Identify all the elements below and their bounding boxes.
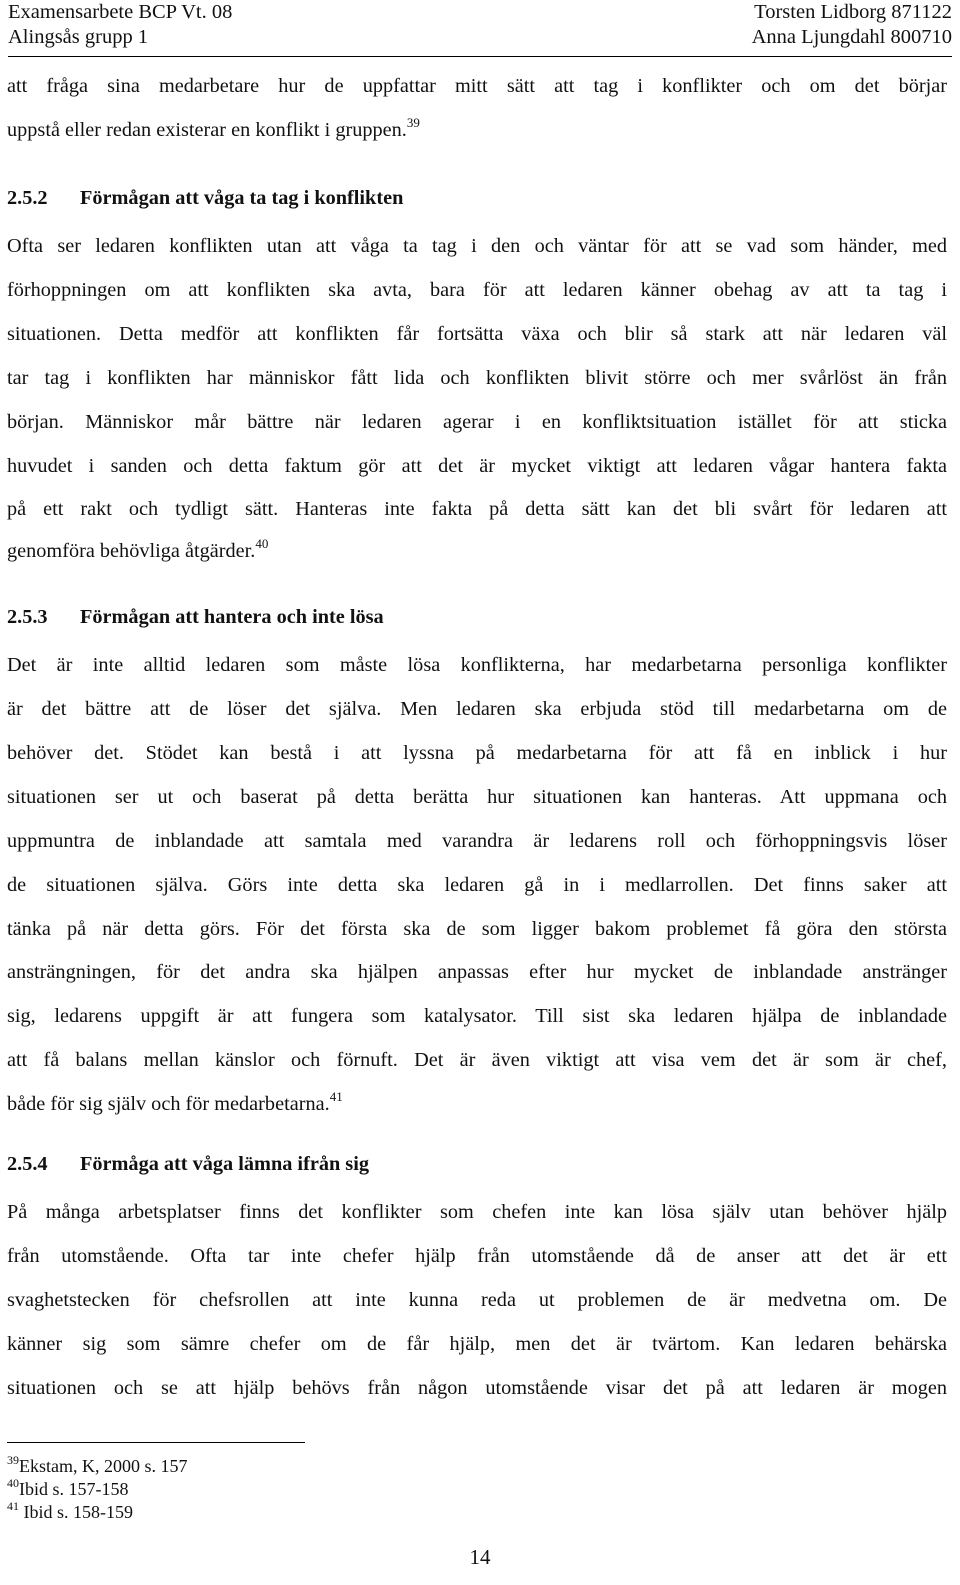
footnote-ref: 40 — [255, 536, 269, 551]
header-author-2: Anna Ljungdahl 800710 — [751, 26, 952, 48]
footnote: $^{40}$Ibid s. 157-158 — [7, 1476, 129, 1499]
body-line: På många arbetsplatser finns det konflikter som chefen inte kan lösa själv utan behöver hjälp — [7, 1201, 947, 1223]
footnote: $^{39}$Ekstam, K, 2000 s. 157 — [7, 1453, 188, 1476]
header-title: Examensarbete BCP Vt. 08 — [8, 1, 233, 23]
body-line: Det är inte alltid ledaren som måste lösa konflikterna, har medarbetarna personliga konflikter — [7, 654, 947, 676]
body-line: svaghetstecken för chefsrollen att inte kunna reda ut problemen de är medvetna om. De — [7, 1289, 947, 1311]
footnote-ref: 39 — [406, 115, 420, 130]
body-line: de situationen själva. Görs inte detta ska ledaren gå in i medlarrollen. Det finns saker att — [7, 874, 947, 896]
header-group: Alingsås grupp 1 — [8, 26, 149, 48]
body-line: att fråga sina medarbetare hur de uppfattar mitt sätt att tag i konflikter och om det börjar — [7, 75, 947, 97]
body-line: uppmuntra de inblandade att samtala med varandra är ledarens roll och förhoppningsvis löser — [7, 830, 947, 852]
page-header-right — [752, 0, 952, 50]
body-line: sig, ledarens uppgift är att fungera som katalysator. Till sist ska ledaren hjälpa de inblandade — [7, 1005, 947, 1027]
body-line: situationen ser ut och baserat på detta berätta hur situationen kan hanteras. Att uppmana och — [7, 786, 947, 808]
body-line: Ofta ser ledaren konflikten utan att våga ta tag i den och väntar för att se vad som händer, med — [7, 235, 947, 257]
body-line: huvudet i sanden och detta faktum gör att det är mycket viktigt att ledaren vågar hantera fakta — [7, 455, 947, 477]
body-line: känner sig som sämre chefer om de får hjälp, men det är tvärtom. Kan ledaren behärska — [7, 1333, 947, 1355]
body-line: genomföra behövliga åtgärder.$^{40}$ — [7, 536, 269, 562]
body-line: tar tag i konflikten har människor fått lida och konflikten blivit större och mer svårlöst än från — [7, 367, 947, 389]
footnote-divider — [7, 1442, 305, 1443]
section-heading-2-5-2: 2.5.2 Förmågan att våga ta tag i konflikten — [7, 187, 404, 209]
body-line: från utomstående. Ofta tar inte chefer hjälp från utomstående då de anser att det är ett — [7, 1245, 947, 1267]
body-line: början. Människor mår bättre när ledaren agerar i en konfliktsituation istället för att sticka — [7, 411, 947, 433]
body-line: ansträngningen, för det andra ska hjälpen anpassas efter hur mycket de inblandade anstränger — [7, 961, 947, 983]
page-header-left — [8, 0, 232, 50]
body-line: tänka på när detta görs. För det första ska de som ligger bakom problemet få göra den största — [7, 918, 947, 940]
section-heading-2-5-3: 2.5.3 Förmågan att hantera och inte lösa — [7, 606, 384, 628]
section-heading-2-5-4: 2.5.4 Förmåga att våga lämna ifrån sig — [7, 1153, 369, 1175]
body-line: situationen. Detta medför att konflikten får fortsätta växa och blir så stark att när ledaren väl — [7, 323, 947, 345]
body-line: behöver det. Stödet kan bestå i att lyssna på medarbetarna för att få en inblick i hur — [7, 742, 947, 764]
body-line: både för sig själv och för medarbetarna.$^{41}$ — [7, 1089, 343, 1115]
body-line: är det bättre att de löser det själva. Men ledaren ska erbjuda stöd till medarbetarna om de — [7, 698, 947, 720]
page-number: 14 — [469, 1545, 491, 1569]
footnote-ref: 41 — [329, 1089, 343, 1104]
body-line: uppstå eller redan existerar en konflikt i gruppen.$^{39}$ — [7, 115, 420, 141]
header-divider — [8, 56, 952, 57]
body-line: förhoppningen om att konflikten ska avta, bara för att ledaren känner obehag av att ta tag i — [7, 279, 947, 301]
body-line: att få balans mellan känslor och förnuft. Det är även viktigt att visa vem det är som är chef, — [7, 1049, 947, 1071]
body-line: på ett rakt och tydligt sätt. Hanteras inte fakta på detta sätt kan det bli svårt för ledaren att — [7, 498, 947, 520]
header-author-1: Torsten Lidborg 871122 — [754, 1, 952, 23]
footnote: $^{41}$ Ibid s. 158-159 — [7, 1499, 133, 1522]
body-line: situationen och se att hjälp behövs från någon utomstående visar det på att ledaren är mogen — [7, 1377, 947, 1399]
